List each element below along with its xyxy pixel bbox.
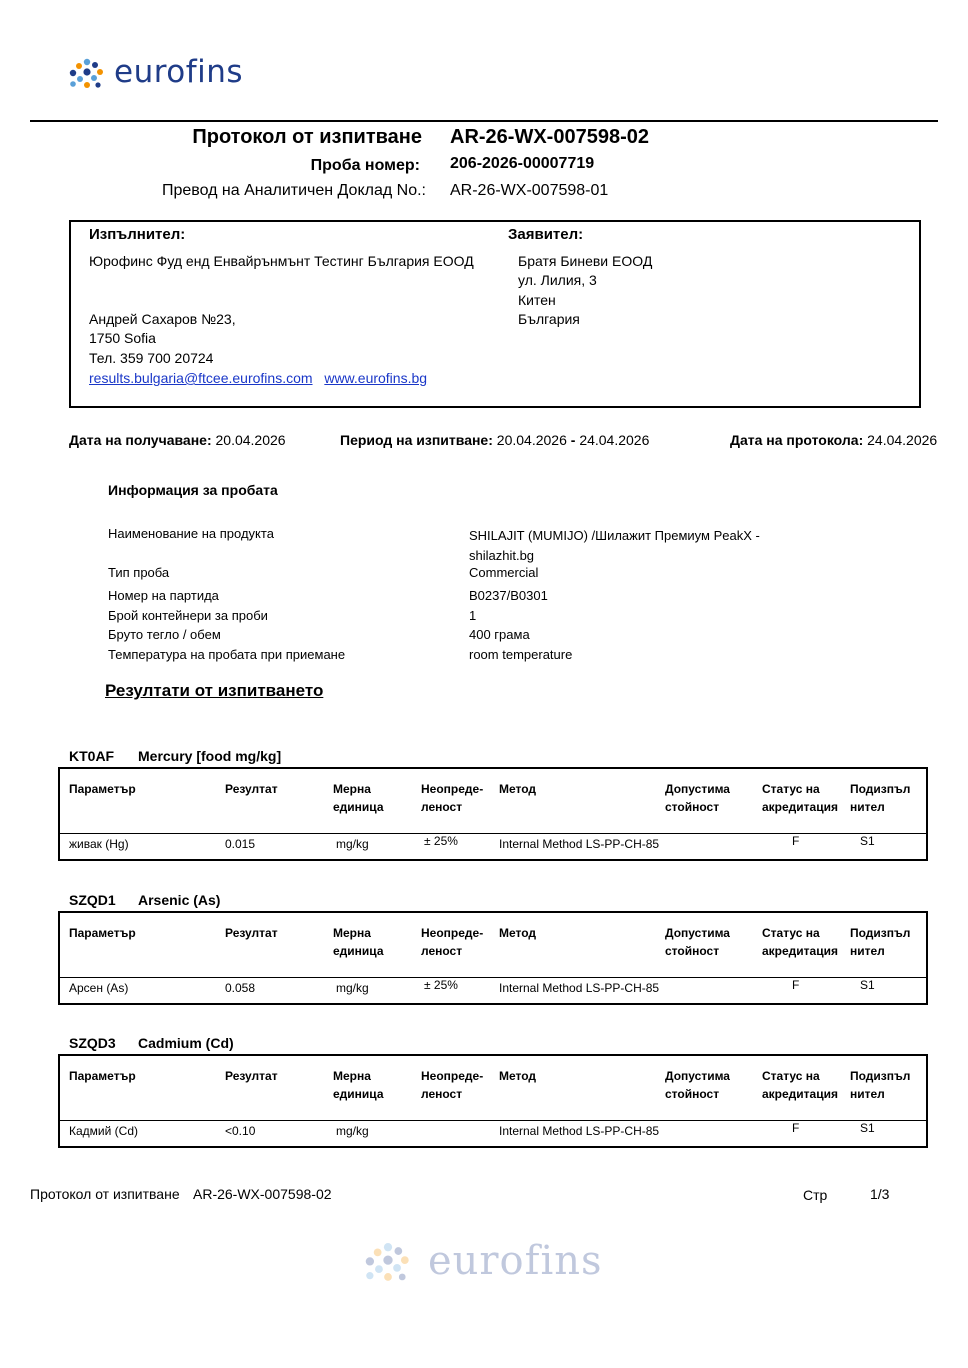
cell-parameter: Кадмий (Cd) (69, 1124, 138, 1138)
received-date-label: Дата на получаване: (69, 432, 212, 448)
col-header-uncertainty: Неопреде- леност (421, 782, 484, 814)
sample-info-label: Бруто тегло / обем (108, 627, 221, 642)
received-date (69, 432, 286, 448)
cell-parameter: Арсен (As) (69, 981, 129, 995)
sample-info-value: 1 (469, 608, 477, 623)
col-header-subcontractor: Подизпъл нител (850, 926, 911, 958)
applicant-name: Братя Биневи ЕООД (518, 253, 653, 269)
cell-result: 0.058 (225, 981, 256, 995)
col-header-method: Метод (499, 782, 537, 796)
table-header (60, 1056, 926, 1121)
results-table (58, 911, 928, 1005)
sample-info-label: Тип проба (108, 565, 170, 580)
applicant-country: България (518, 311, 580, 327)
testing-period (340, 432, 649, 448)
col-header-result: Резултат (225, 1069, 278, 1083)
performer-heading: Изпълнител: (89, 226, 186, 243)
testing-period-label: Период на изпитване: (340, 432, 493, 448)
performer-phone: Тел. 359 700 20724 (89, 350, 214, 366)
test-name: Arsenic (As) (138, 892, 221, 908)
col-header-allowed: Допустима стойност (665, 1069, 730, 1101)
col-header-unit: Мерна единица (333, 926, 384, 958)
performer-name: Юрофинс Фуд енд Енвайрънмънт Тестинг България ЕООД (89, 253, 474, 269)
received-date-value: 20.04.2026 (215, 432, 286, 448)
cell-unit: mg/kg (336, 837, 369, 851)
cell-method: Internal Method LS-PP-CH-85 (499, 837, 660, 851)
col-header-allowed: Допустима стойност (665, 782, 730, 814)
results-heading: Резултати от изпитването (105, 681, 324, 700)
col-header-uncertainty: Неопреде- леност (421, 1069, 484, 1101)
performer-street: Андрей Сахаров №23, (89, 311, 236, 327)
testing-period-separator: - (570, 432, 576, 448)
eurofins-watermark (362, 1238, 632, 1288)
applicant-town: Китен (518, 292, 556, 308)
col-header-accreditation: Статус на акредитация (762, 926, 838, 958)
sample-info-label: Номер на партида (108, 588, 219, 603)
footer-number: AR-26-WX-007598-02 (193, 1186, 332, 1202)
testing-period-to: 24.04.2026 (579, 432, 650, 448)
applicant-street: ул. Лилия, 3 (518, 272, 597, 288)
translation-number: AR-26-WX-007598-01 (450, 182, 609, 199)
col-header-uncertainty: Неопреде- леност (421, 926, 484, 958)
header-rule (30, 120, 938, 122)
footer-label: Протокол от изпитване (30, 1186, 180, 1202)
cell-subcontractor: S1 (860, 978, 875, 992)
col-header-subcontractor: Подизпъл нител (850, 782, 911, 814)
cell-accreditation: F (792, 978, 800, 992)
col-header-method: Метод (499, 1069, 537, 1083)
table-header (60, 913, 926, 978)
table-header (60, 769, 926, 834)
cell-method: Internal Method LS-PP-CH-85 (499, 981, 660, 995)
watermark-text: eurofins (428, 1238, 603, 1284)
col-header-accreditation: Статус на акредитация (762, 782, 838, 814)
footer-page-number: 1/3 (870, 1186, 890, 1202)
translation-label: Превод на Аналитичен Доклад No.: (161, 182, 426, 199)
test-name: Mercury [food mg/kg] (138, 748, 282, 764)
col-header-unit: Мерна единица (333, 1069, 384, 1101)
sample-info-value-cont: shilazhit.bg (469, 548, 535, 563)
cell-accreditation: F (792, 834, 800, 848)
results-table (58, 767, 928, 861)
cell-uncertainty: ± 25% (424, 978, 458, 992)
col-header-method: Метод (499, 926, 537, 940)
sample-info-label: Брой контейнери за проби (108, 608, 268, 623)
test-code: SZQD3 (69, 1035, 116, 1051)
sample-info-value: SHILAJIT (MUMIJO) /Шилажит Премиум PeakX - (469, 528, 760, 543)
applicant-heading: Заявител: (508, 226, 584, 243)
eurofins-dots-icon (68, 58, 106, 92)
sample-info-label: Наименование на продукта (108, 526, 274, 541)
performer-email-link[interactable]: results.bulgaria@ftcee.eurofins.com (89, 370, 313, 386)
col-header-result: Резултат (225, 782, 278, 796)
col-header-parameter: Параметър (69, 782, 136, 796)
watermark-dots-icon (362, 1242, 414, 1286)
protocol-date (730, 432, 937, 448)
col-header-result: Резултат (225, 926, 278, 940)
cell-uncertainty: ± 25% (424, 834, 458, 848)
sample-number: 206-2026-00007719 (450, 155, 595, 172)
testing-period-from: 20.04.2026 (496, 432, 567, 448)
cell-parameter: живак (Hg) (69, 837, 129, 851)
protocol-date-value: 24.04.2026 (867, 432, 938, 448)
col-header-accreditation: Статус на акредитация (762, 1069, 838, 1101)
cell-unit: mg/kg (336, 1124, 369, 1138)
protocol-number: AR-26-WX-007598-02 (450, 126, 649, 148)
protocol-date-label: Дата на протокола: (730, 432, 864, 448)
cell-subcontractor: S1 (860, 1121, 875, 1135)
sample-info-heading: Информация за пробата (108, 482, 278, 498)
cell-method: Internal Method LS-PP-CH-85 (499, 1124, 660, 1138)
logo-text: eurofins (114, 54, 244, 90)
col-header-subcontractor: Подизпъл нител (850, 1069, 911, 1101)
test-name: Cadmium (Cd) (138, 1035, 234, 1051)
sample-info-label: Температура на пробата при приемане (108, 647, 346, 662)
cell-result: <0.10 (225, 1124, 256, 1138)
col-header-unit: Мерна единица (333, 782, 384, 814)
cell-accreditation: F (792, 1121, 800, 1135)
col-header-parameter: Параметър (69, 1069, 136, 1083)
test-code: KT0AF (69, 748, 115, 764)
test-code: SZQD1 (69, 892, 116, 908)
protocol-label: Протокол от изпитване (192, 126, 422, 148)
performer-website-link[interactable]: www.eurofins.bg (324, 370, 428, 386)
footer-page-label: Стр (803, 1187, 828, 1203)
cell-unit: mg/kg (336, 981, 369, 995)
performer-city: 1750 Sofia (89, 330, 156, 346)
sample-info-value: room temperature (469, 647, 573, 662)
sample-number-label: Проба номер: (310, 157, 420, 174)
col-header-allowed: Допустима стойност (665, 926, 730, 958)
sample-info-value: Commercial (469, 565, 539, 580)
sample-info-value: B0237/B0301 (469, 588, 548, 603)
eurofins-logo (68, 54, 268, 94)
sample-info-value: 400 грама (469, 627, 530, 642)
col-header-parameter: Параметър (69, 926, 136, 940)
cell-subcontractor: S1 (860, 834, 875, 848)
cell-result: 0.015 (225, 837, 256, 851)
results-table (58, 1054, 928, 1148)
